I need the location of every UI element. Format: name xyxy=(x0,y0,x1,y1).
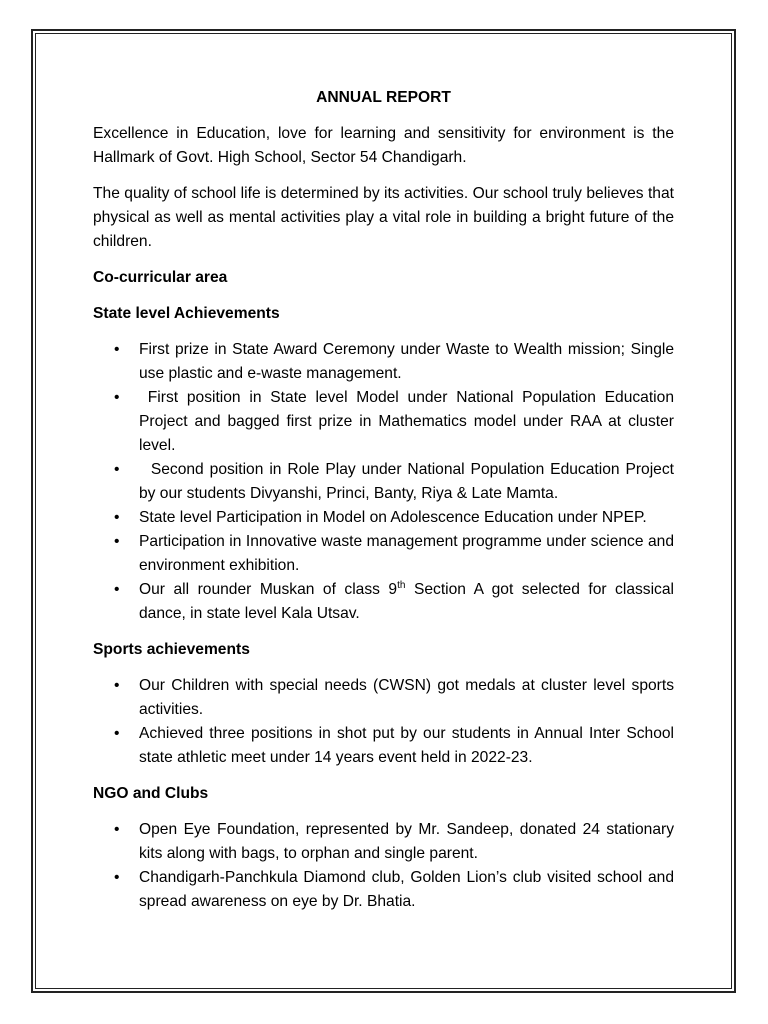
sports-list xyxy=(93,674,674,770)
ordinal-suffix: th xyxy=(397,579,406,591)
list-item: • Chandigarh-Panchkula Diamond club, Golden Lion’s club visited school and spread awareness on eye by Dr. Bhatia. xyxy=(93,866,674,914)
intro-paragraph-1: Excellence in Education, love for learning and sensitivity for environment is the Hallmark of Govt. High School, Sector 54 Chandigarh. xyxy=(93,125,674,166)
intro-paragraph-2: The quality of school life is determined by its activities. Our school truly believes that physical as well as mental activities play a vital role in building a bright future of the children. xyxy=(93,185,674,250)
ngo-heading: NGO and Clubs xyxy=(93,785,209,802)
document-title: ANNUAL REPORT xyxy=(316,89,451,106)
sports-heading: Sports achievements xyxy=(93,641,250,658)
list-item: • Our Children with special needs (CWSN) got medals at cluster level sports activities. xyxy=(93,674,674,722)
list-item: • Achieved three positions in shot put by our students in Annual Inter School state athletic meet under 14 years event held in 2022-23. xyxy=(93,722,674,770)
list-item-text: Our all rounder Muskan of class 9 xyxy=(139,581,398,598)
state-achievements-heading: State level Achievements xyxy=(93,305,280,322)
list-item xyxy=(93,578,674,626)
list-item-text: Section A got selected for classical dance, in state level Kala Utsav. xyxy=(139,581,674,622)
list-item: • Open Eye Foundation, represented by Mr. Sandeep, donated 24 stationary kits along with bags, to orphan and single parent. xyxy=(93,818,674,866)
list-item: • Second position in Role Play under National Population Education Project by our students Divyanshi, Princi, Banty, Riya & Late Mamta. xyxy=(93,458,674,506)
cocurricular-heading: Co-curricular area xyxy=(93,269,228,286)
list-item: • First prize in State Award Ceremony under Waste to Wealth mission; Single use plastic and e-waste management. xyxy=(93,338,674,386)
list-item: • Participation in Innovative waste management programme under science and environment exhibition. xyxy=(93,530,674,578)
ngo-list xyxy=(93,818,674,914)
list-item: • First position in State level Model under National Population Education Project and bagged first prize in Mathematics model under RAA at cluster level. xyxy=(93,386,674,458)
state-achievements-list xyxy=(93,338,679,626)
list-item: • State level Participation in Model on Adolescence Education under NPEP. xyxy=(93,506,674,530)
document-body xyxy=(93,86,679,926)
